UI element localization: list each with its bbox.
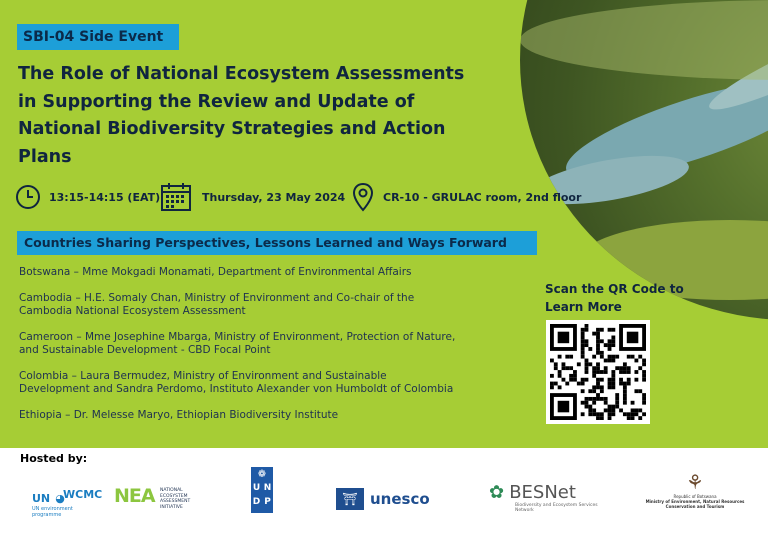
nea-logo: NEA NATIONAL ECOSYSTEM ASSESSMENT INITIATIVE xyxy=(114,485,191,510)
speaker-item: Colombia – Laura Bermudez, Ministry of Environment and Sustainable Development and Sandra Perdomo, Instituto Alexander von Humboldt of Colombia xyxy=(19,369,454,395)
undp-logo: ❁ U N D P xyxy=(251,467,273,513)
qr-label: Scan the QR Code to Learn More xyxy=(545,282,684,314)
clock-icon xyxy=(15,184,41,210)
date-info xyxy=(160,182,345,212)
speaker-item: Ethiopia – Dr. Melesse Maryo, Ethiopian Biodiversity Institute xyxy=(19,408,339,421)
qr-code-icon xyxy=(546,320,650,424)
event-tag: SBI-04 Side Event xyxy=(17,24,179,50)
hosted-by-label: Hosted by: xyxy=(20,452,88,465)
location-pin-icon xyxy=(352,182,374,212)
speaker-item: Cameroon – Mme Josephine Mbarga, Ministry of Environment, Protection of Nature, and Sustainable Development - CBD Focal Point xyxy=(19,330,456,356)
time-info xyxy=(15,182,160,212)
speaker-item: Cambodia – H.E. Somaly Chan, Ministry of Environment and Co-chair of the Cambodia National Ecosystem Assessment xyxy=(19,291,415,317)
location-text: CR-10 - GRULAC room, 2nd floor xyxy=(383,190,582,204)
location-info xyxy=(352,182,581,212)
speaker-list xyxy=(19,266,459,434)
calendar-icon xyxy=(160,182,192,212)
event-title: The Role of National Ecosystem Assessments in Supporting the Review and Update of National Biodiversity Strategies and Action Plans xyxy=(18,64,465,167)
landscape-photo xyxy=(520,0,768,320)
qr-code[interactable] xyxy=(546,320,650,424)
besnet-logo: ✿ BESNet Biodiversity and Ecosystem Services Network xyxy=(489,482,598,513)
time-text: 13:15-14:15 (EAT) xyxy=(49,190,161,204)
speaker-item: Botswana – Mme Mokgadi Monamati, Department of Environmental Affairs xyxy=(19,266,412,278)
panel-banner: Countries Sharing Perspectives, Lessons Learned and Ways Forward xyxy=(17,231,537,255)
date-text: Thursday, 23 May 2024 xyxy=(202,190,346,204)
wcmc-logo: WCMC xyxy=(63,488,103,501)
unep-logo: UN ◕ UN environment programme xyxy=(32,492,73,518)
botswana-logo: ⚘ Republic of Botswana Ministry of Environment, Natural Resources Conservation and Tourism xyxy=(645,470,745,509)
unesco-logo: ⛩ unesco xyxy=(336,486,446,512)
